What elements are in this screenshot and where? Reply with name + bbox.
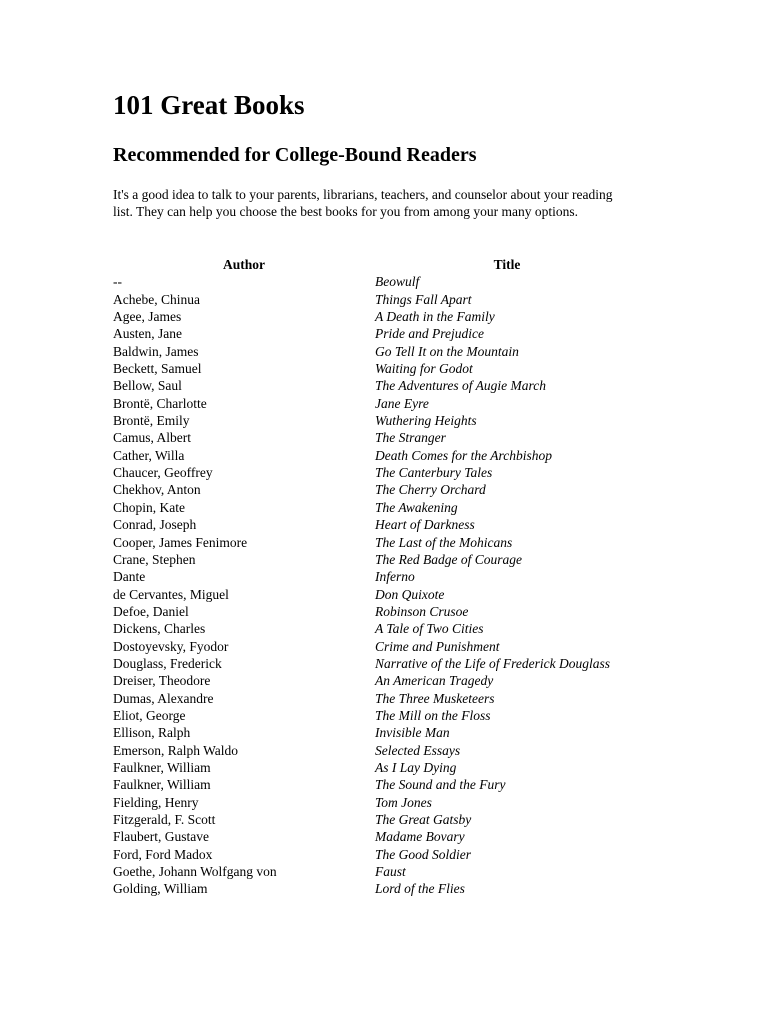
table-row [113,481,673,498]
table-row [113,343,673,360]
author-cell: Defoe, Daniel [113,603,189,619]
title-cell: The Cherry Orchard [375,482,486,498]
table-row [113,586,673,603]
author-cell: Fielding, Henry [113,794,199,810]
title-cell: Narrative of the Life of Frederick Douglass [375,655,610,671]
author-cell: Faulkner, William [113,777,211,793]
table-row [113,412,673,429]
title-cell: The Last of the Mohicans [375,534,513,550]
title-cell: Crime and Punishment [375,638,500,654]
title-cell: The Good Soldier [375,846,471,862]
author-cell: Dumas, Alexandre [113,690,214,706]
author-cell: Brontë, Emily [113,413,190,429]
table-row [113,551,673,568]
author-cell: de Cervantes, Miguel [113,586,229,602]
author-cell: Fitzgerald, F. Scott [113,812,216,827]
table-row [113,655,673,672]
table-header-row [113,256,673,273]
title-cell: Death Comes for the Archbishop [375,447,552,463]
title-cell: The Red Badge of Courage [375,551,522,567]
author-cell: Cather, Willa [113,447,185,463]
table-row [113,308,673,325]
author-cell: Golding, William [113,881,208,897]
table-row [113,395,673,412]
author-cell: Emerson, Ralph Waldo [113,742,239,758]
table-row [113,377,673,394]
author-cell: Chopin, Kate [113,499,185,515]
table-row [113,742,673,759]
table-row [113,672,673,689]
author-cell: Flaubert, Gustave [113,829,209,845]
table-row [113,429,673,446]
author-cell: Ellison, Ralph [113,725,191,741]
title-cell: An American Tragedy [375,673,494,689]
author-cell: Dreiser, Theodore [113,673,211,689]
author-cell: Camus, Albert [113,430,191,446]
author-cell: Conrad, Joseph [113,517,197,533]
title-cell: The Mill on the Floss [375,707,491,723]
table-row [113,707,673,724]
title-cell: The Canterbury Tales [375,465,493,481]
title-cell: Waiting for Godot [375,361,473,377]
table-row [113,516,673,533]
table-row [113,534,673,551]
author-cell: Eliot, George [113,707,186,723]
title-cell: Wuthering Heights [375,413,477,429]
title-cell: The Three Musketeers [375,690,495,706]
title-cell: Beowulf [375,274,420,290]
table-row [113,325,673,342]
table-row [113,568,673,585]
table-row [113,273,673,290]
table-body [113,273,673,897]
table-row [113,690,673,707]
books-table [113,256,673,898]
title-cell: A Death in the Family [375,309,495,325]
table-row [113,638,673,655]
table-row [113,846,673,863]
title-cell: Pride and Prejudice [375,326,484,342]
table-row [113,360,673,377]
author-cell: Brontë, Charlotte [113,395,207,411]
author-cell: Dante [113,569,146,585]
title-cell: Selected Essays [375,742,461,758]
table-row [113,776,673,793]
table-row [113,464,673,481]
table-row [113,447,673,464]
author-cell: Douglass, Frederick [113,655,222,671]
title-cell: Lord of the Flies [375,881,465,897]
table-row [113,863,673,880]
author-cell: Cooper, James Fenimore [113,534,248,550]
title-cell: Madame Bovary [375,829,465,845]
author-cell: Beckett, Samuel [113,361,202,377]
author-cell: Goethe, Johann Wolfgang von [113,864,277,880]
title-cell: Go Tell It on the Mountain [375,343,519,359]
title-cell: The Sound and the Fury [375,777,506,793]
author-cell: Chekhov, Anton [113,482,201,498]
title-cell: The Adventures of Augie March [375,378,546,394]
title-cell: Heart of Darkness [375,517,475,533]
page-title: 101 Great Books [113,90,305,120]
table-row [113,759,673,776]
author-cell: Baldwin, James [113,343,199,359]
author-cell: Bellow, Saul [113,378,182,394]
table-row [113,724,673,741]
page-subtitle: Recommended for College-Bound Readers [113,144,477,166]
table-row [113,794,673,811]
table-row [113,811,673,828]
table-row [113,880,673,897]
title-cell: A Tale of Two Cities [375,621,484,637]
author-cell: Achebe, Chinua [113,291,200,307]
title-column-header: Title [493,257,521,272]
title-cell: Don Quixote [375,586,445,602]
title-cell: The Great Gatsby [375,812,472,827]
title-cell: Robinson Crusoe [375,603,469,619]
title-cell: Inferno [375,569,415,585]
author-cell: Ford, Ford Madox [113,846,213,862]
title-cell: The Stranger [375,430,446,446]
author-cell: Dostoyevsky, Fyodor [113,638,229,654]
author-cell: Crane, Stephen [113,551,196,567]
author-cell: Austen, Jane [113,326,182,342]
author-cell: Dickens, Charles [113,621,206,637]
author-cell: -- [113,274,122,290]
table-row [113,499,673,516]
table-row [113,603,673,620]
title-cell: The Awakening [375,499,458,515]
table-row [113,291,673,308]
title-cell: Faust [375,864,406,880]
intro-paragraph: It's a good idea to talk to your parents, librarians, teachers, and counselor about your reading list. They can help you choose the best books for you from among your many options. [113,187,613,219]
title-cell: Jane Eyre [375,395,429,411]
table-row [113,828,673,845]
title-cell: Things Fall Apart [375,291,472,307]
author-cell: Agee, James [113,309,182,325]
author-cell: Faulkner, William [113,759,211,775]
table-row [113,620,673,637]
title-cell: Invisible Man [375,725,450,741]
title-cell: As I Lay Dying [375,759,457,775]
author-column-header: Author [222,257,265,272]
author-cell: Chaucer, Geoffrey [113,465,213,481]
title-cell: Tom Jones [375,794,432,810]
